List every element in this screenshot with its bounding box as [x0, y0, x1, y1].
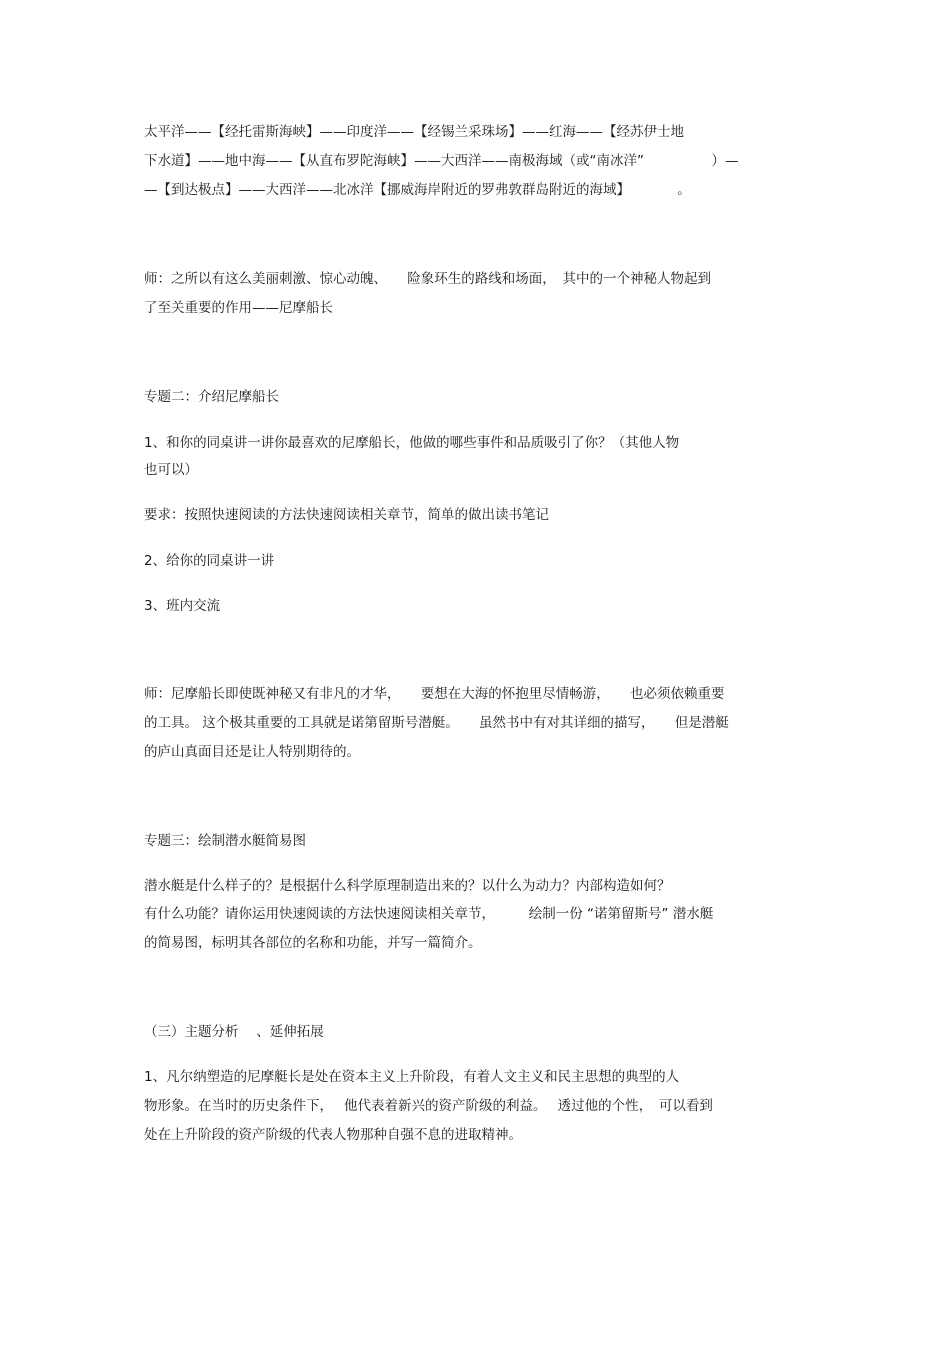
- topic2-item1-line-2: 也可以）: [144, 462, 198, 478]
- topic2-item2: 2、给你的同桌讲一讲: [144, 553, 275, 569]
- topic3-line-1: 潜水艇是什么样子的？是根据什么科学原理制造出来的？以什么为动力？内部构造如何？: [144, 878, 671, 894]
- topic2-heading: 专题二：介绍尼摩船长: [144, 389, 279, 405]
- topic2-item1-line-1: 1、和你的同桌讲一讲你最喜欢的尼摩船长，他做的哪些事件和品质吸引了你？（其他人物: [144, 435, 680, 451]
- route-line-1: 太平洋——【经托雷斯海峡】——印度洋——【经锡兰采珠场】——红海——【经苏伊士地: [144, 124, 684, 140]
- route-line-2: 下水道】——地中海——【从直布罗陀海峡】——大西洋——南极海域（或“南冰洋” ）—: [144, 153, 739, 169]
- topic3-line-3: 的简易图，标明其各部位的名称和功能，并写一篇简介。: [144, 935, 482, 951]
- section3-heading: （三）主题分析 、延伸拓展: [144, 1024, 324, 1040]
- teacher-intro-line-2: 了至关重要的作用——尼摩船长: [144, 300, 333, 316]
- section3-line-2: 物形象。在当时的历史条件下， 他代表着新兴的资产阶级的利益。 透过他的个性， 可以看到: [144, 1098, 713, 1114]
- topic2-requirement: 要求：按照快速阅读的方法快速阅读相关章节，简单的做出读书笔记: [144, 507, 549, 523]
- teacher-nautilus-line-1: 师：尼摩船长即使既神秘又有非凡的才华， 要想在大海的怀抱里尽情畅游， 也必须依赖重要: [144, 686, 725, 702]
- topic3-line-2: 有什么功能？请你运用快速阅读的方法快速阅读相关章节， 绘制一份 “诺第留斯号” 潜水艇: [144, 906, 714, 922]
- topic2-item3: 3、班内交流: [144, 598, 221, 614]
- route-line-3: —【到达极点】——大西洋——北冰洋【挪威海岸附近的罗弗敦群岛附近的海域】 。: [144, 182, 691, 198]
- topic3-heading: 专题三：绘制潜水艇简易图: [144, 833, 306, 849]
- section3-line-3: 处在上升阶段的资产阶级的代表人物那种自强不息的进取精神。: [144, 1127, 522, 1143]
- teacher-nautilus-line-3: 的庐山真面目还是让人特别期待的。: [144, 744, 360, 760]
- section3-line-1: 1、凡尔纳塑造的尼摩艇长是处在资本主义上升阶段，有着人文主义和民主思想的典型的人: [144, 1069, 680, 1085]
- teacher-nautilus-line-2: 的工具。 这个极其重要的工具就是诺第留斯号潜艇。 虽然书中有对其详细的描写， 但是潜艇: [144, 715, 729, 731]
- teacher-intro-line-1: 师：之所以有这么美丽刺激、惊心动魄、 险象环生的路线和场面， 其中的一个神秘人物起到: [144, 271, 711, 287]
